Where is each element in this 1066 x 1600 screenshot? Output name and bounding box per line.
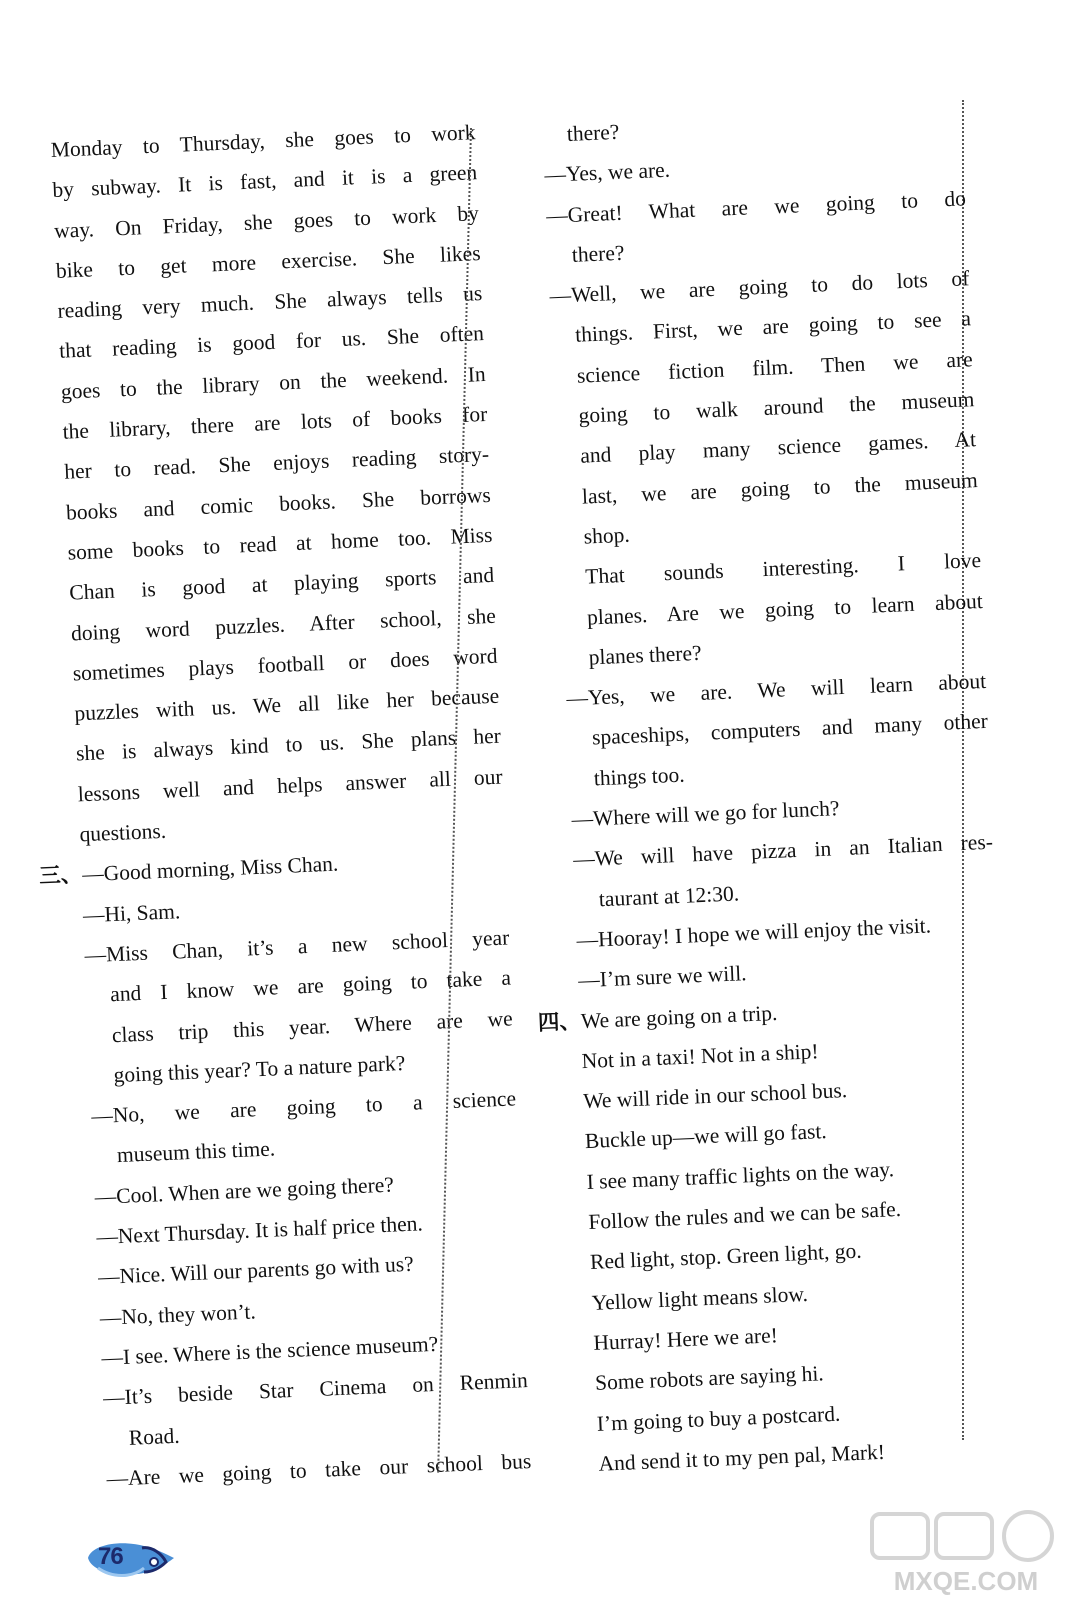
dialogue-line: there? — [566, 119, 620, 146]
poem-line: Buckle up—we will go fast. — [584, 1119, 828, 1154]
watermark-text: MXQE.COM — [893, 1566, 1039, 1596]
watermark-logo — [868, 1510, 1064, 1596]
text-line: books and comic books. She borrows — [65, 482, 492, 525]
text-line: puzzles with us. We all like her because — [73, 683, 500, 726]
poem-text: We are going on a trip. — [580, 1000, 778, 1033]
page-number: 76 — [98, 1543, 123, 1570]
dialogue-line: —Yes, we are. — [544, 157, 671, 188]
dialogue-line: —Great! What are we going to do — [545, 185, 967, 228]
dialogue-line: science fiction film. Then we are — [576, 346, 974, 388]
dialogue-line: taurant at 12:30. — [598, 881, 740, 911]
text-line: sometimes plays football or does word — [72, 643, 498, 686]
poem-line: Hurray! Here we are! — [592, 1323, 779, 1355]
text-line: lessons well and helps answer all our — [77, 764, 503, 807]
text-line: Chan is good at playing sports and — [68, 563, 495, 605]
section-4-marker: 四、 — [537, 1008, 582, 1035]
text-line: Monday to Thursday, she goes to work — [50, 120, 476, 162]
poem-line: Follow the rules and we can be safe. — [587, 1196, 902, 1235]
dialogue-line: —Miss Chan, it’s a new school year — [84, 925, 510, 968]
poem-line: Red light, stop. Green light, go. — [589, 1238, 863, 1275]
dialogue-line: —I see. Where is the science museum? — [100, 1331, 439, 1370]
text-line: reading very much. She always tells us — [57, 281, 483, 324]
dialogue-line: class trip this year. Where are we — [111, 1005, 514, 1047]
dialogue-line: and play many science games. At — [579, 427, 977, 469]
dialogue-line: That sounds interesting. I love — [584, 548, 982, 589]
dialogue-line: —Hi, Sam. — [82, 898, 181, 927]
dialogue-line: planes. Are we going to learn about — [586, 588, 984, 630]
dialogue-line: going this year? To a nature park? — [113, 1050, 406, 1087]
dialogue-line: shop. — [583, 522, 631, 549]
poem-line: I’m going to buy a postcard. — [596, 1401, 841, 1436]
dialogue-line: —I’m sure we will. — [577, 961, 748, 993]
dialogue-line: —Well, we are going to do lots of — [549, 266, 970, 309]
dialogue-line: things. First, we are going to see a — [574, 306, 972, 348]
dialogue-line: going to walk around the museum — [578, 387, 975, 428]
dialogue-line: —We will have pizza in an Italian res- — [572, 830, 994, 872]
dialogue-line: —No, they won’t. — [99, 1299, 257, 1330]
text-line: by subway. It is fast, and it is a green — [52, 160, 478, 203]
poem-line: We will ride in our school bus. — [582, 1078, 848, 1114]
dialogue-line: Road. — [128, 1423, 181, 1450]
text-line: way. On Friday, she goes to work by — [53, 200, 480, 243]
page-badge-icon — [82, 1538, 178, 1578]
dialogue-line: —Next Thursday. It is half price then. — [95, 1211, 424, 1250]
text-line: the library, there are lots of books for — [62, 402, 488, 444]
poem-line: And send it to my pen pal, Mark! — [598, 1439, 886, 1476]
dialogue-line: —No, we are going to a science — [90, 1086, 517, 1129]
dialogue-line: —Cool. When are we going there? — [94, 1172, 395, 1209]
dialogue-line: —Nice. Will our parents go with us? — [97, 1252, 415, 1290]
dialogue-line: —Are we going to take our school bus — [106, 1448, 532, 1491]
dialogue-text: —Good morning, Miss Chan. — [81, 851, 339, 887]
poem-line: Yellow light means slow. — [591, 1281, 809, 1315]
dialogue-line: —Hooray! I hope we will enjoy the visit. — [576, 913, 932, 953]
text-line: she is always kind to us. She plans her — [75, 724, 502, 766]
dialogue-line: last, we are going to the museum — [581, 467, 979, 509]
right-column — [537, 97, 1019, 1483]
text-line: doing word puzzles. After school, she — [70, 603, 497, 646]
poem-line: Some robots are saying hi. — [594, 1361, 825, 1396]
text-line: some books to read at home too. Miss — [67, 522, 493, 565]
text-line: goes to the library on the weekend. In — [60, 361, 487, 404]
left-column — [38, 112, 532, 1499]
dialogue-line: there? — [571, 240, 625, 267]
dialogue-line: museum this time. — [116, 1136, 276, 1168]
dialogue-line: —It’s beside Star Cinema on Renmin — [102, 1368, 529, 1411]
poem-line: Not in a taxi! Not in a ship! — [581, 1039, 820, 1073]
text-line: questions. — [79, 818, 167, 847]
text-line: that reading is good for us. She often — [58, 321, 485, 364]
poem-line: I see many traffic lights on the way. — [586, 1156, 895, 1194]
dialogue-line: —Where will we go for lunch? — [571, 796, 840, 832]
text-line: her to read. She enjoys reading story- — [63, 442, 490, 485]
text-line: bike to get more exercise. She likes — [55, 240, 482, 283]
dialogue-line: planes there? — [588, 640, 702, 670]
dialogue-line: things too. — [593, 762, 686, 791]
section-3-marker: 三、 — [38, 862, 83, 889]
dialogue-line: —Yes, we are. We will learn about — [565, 669, 987, 711]
dialogue-line: and I know we are going to take a — [109, 965, 512, 1007]
dialogue-line: spaceships, computers and many other — [591, 709, 989, 750]
